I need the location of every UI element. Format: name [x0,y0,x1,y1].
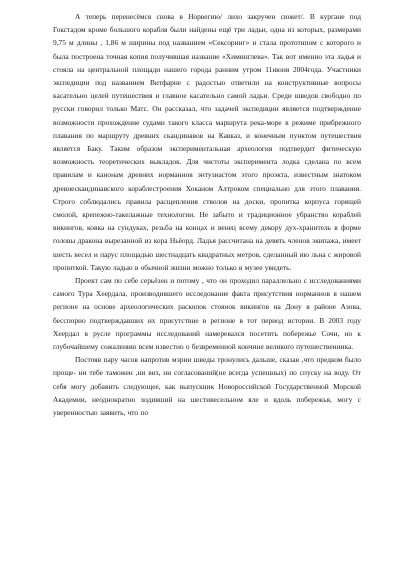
paragraph-1: А теперь перенесёмся снова в Норвегию/ лихо закручен сюжет/. В кургане под Гокстадом кроме большого корабля были найдены ещё три ладьи, одна из которых, размерами 9,75 м длины , 1,86 м ширины под названием «Сексорииг» и стала прототипом с которого и была построена точная копия получившая название «Химинглева». Так вот именно эта ладья и стояла на центральной площади нашего города ранним утром 11июня 2004года. Участники экспедиции под названием Витфарне с радостью ответили на конструктивные вопросы касательно целей путешествия и главное касательно самой ладьи. Среди шведов свободно по русски говорил только Матс. Он рассказал, что задачей экспедиции является подтверждение возможности прохождение судами такого класса маршрута река-море в режиме прибрежного плавания по маршруту древних скандинавов на Кавказ, и конечным пунктом путешествия является Баку. Таким образом экспериментальная археология подтвердит фитическую возможность теоретических выкладок. Для чистоты эксперимента лодка сделана по всем правилам и канонам древних норманнов энтузиастом этого проэкта, известным знатоком древнескандинавского кораблестроения Хоканом Алтроком специально для этого плавания. Строго соблюдались правила расщепления стволов на доски, пропитка корпуса горящей смолой, крепежно-такелажные технологии. Не забыто и традиционное убранство кораблей викингов, ковка на сундуках, резьба на концах и венец всему декору дух-хранитель в форме головы дракона вырезанной из кора Ньёорд. Ладья рассчитана на девять членов экипажа, имеет шесть весел и парус площадью шестнадцать квадратных метров, сделанный ию льна с жировой пропиткой. Такую ладью в обычной жизни можно только в музее увидеть. [53,12,361,272]
paragraph-3: Постояв пару часов напротив мэрии шведы тронулись дальше, сказав ,что предком было проще- ни тебе таможен ,ни виз, ни согласований(не всегда успешных) по спуску на воду. От себя могу добавить следующее, как выпускник Новороссийской Государственной Морской Академии, неоднократно ходивший на шестивесельном яле и вдоль побережья, могу с уверенностью заявить, что по [53,355,361,418]
document-body [53,10,361,419]
paragraph-2: Проект сам по себе серьёзен и потому , что он проходил параллельно с исследованиями самого Тура Хеердала, производившего исследование факта присутствия норманнов в нашем регионе на основе археологических раскопок стоянок викингов на Дону в районе Азова, бесспорно подтверждавших их присутствие в регионе в тот период истории. В 2003 году Хеердал в русле программы исследований намеревался посетить побережье Сочи, но к глубочайшему сожалению всем известно о безвременной кончине великого путешественника. [53,276,361,352]
